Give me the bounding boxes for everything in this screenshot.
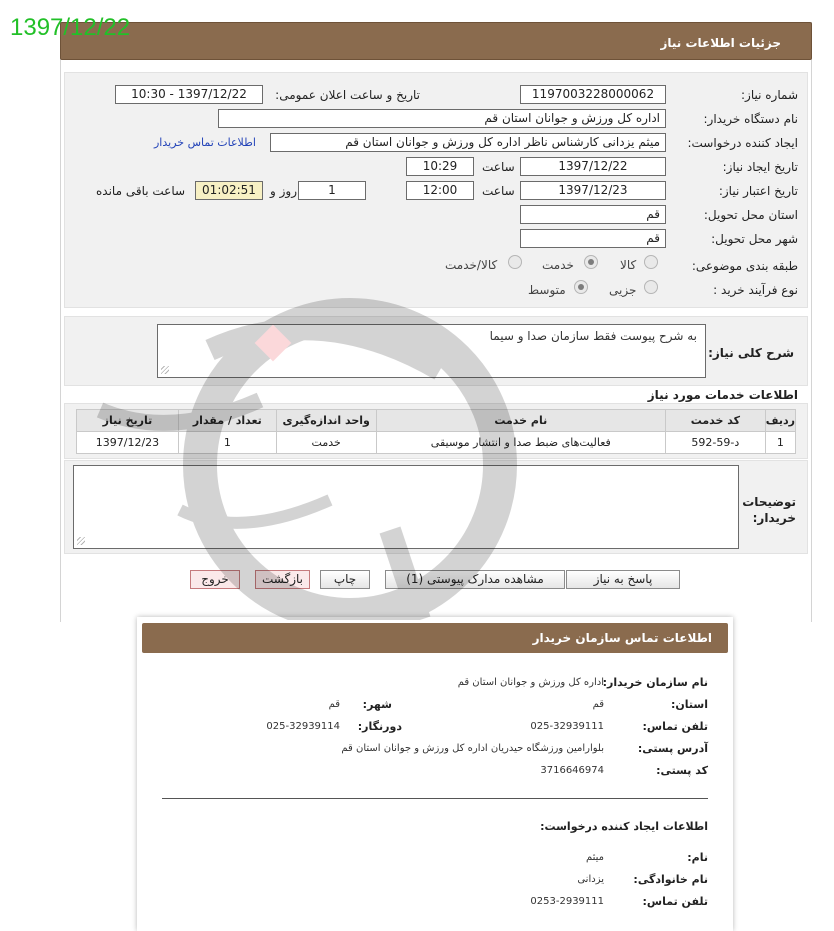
creator-name-label: نام:: [687, 851, 708, 864]
buyer-notes-label-2: خریدار:: [752, 511, 796, 525]
back-button[interactable]: بازگشت: [255, 570, 310, 589]
contact-province-value: قم: [592, 699, 604, 710]
org-label: نام سازمان خریدار:: [602, 676, 708, 689]
fax-value: 025-32939114: [266, 721, 340, 732]
cell-unit: خدمت: [276, 432, 376, 454]
postal-label: کد پستی:: [656, 764, 708, 777]
cell-row: 1: [765, 432, 795, 454]
cell-qty: 1: [178, 432, 276, 454]
category-goods-service-label: کالا/خدمت: [445, 258, 498, 272]
remaining-days-label: روز و: [270, 184, 297, 198]
creator-phone-label: تلفن تماس:: [642, 895, 708, 908]
col-qty-header: تعداد / مقدار: [178, 410, 276, 432]
category-service-label: خدمت: [542, 258, 574, 272]
creator-section-title: اطلاعات ایجاد کننده درخواست:: [540, 820, 708, 833]
view-attachments-button[interactable]: مشاهده مدارک پیوستی (1): [385, 570, 565, 589]
need-number-field: 1197003228000062: [520, 85, 666, 104]
col-row-header: ردیف: [765, 410, 795, 432]
creator-family-value: یزدانی: [577, 874, 604, 885]
cell-code: د-59-592: [665, 432, 765, 454]
purchase-type-label: نوع فرآیند خرید :: [713, 283, 798, 297]
cell-name: فعالیت‌های ضبط صدا و انتشار موسیقی: [376, 432, 665, 454]
created-time-field: 10:29: [406, 157, 474, 176]
col-code-header: کد خدمت: [665, 410, 765, 432]
description-label: شرح کلی نیاز:: [708, 346, 794, 360]
col-date-header: تاریخ نیاز: [77, 410, 179, 432]
purchase-partial-label: جزیی: [609, 283, 637, 297]
phone-label: تلفن تماس:: [642, 720, 708, 733]
need-number-label: شماره نیاز:: [741, 88, 798, 102]
validity-date-label: تاریخ اعتبار نیاز:: [718, 184, 798, 198]
remaining-time-label: ساعت باقی مانده: [96, 184, 186, 198]
contact-divider: [162, 798, 708, 799]
resize-handle-icon[interactable]: [161, 366, 169, 374]
province-field: قم: [520, 205, 666, 224]
category-service-radio[interactable]: [584, 255, 598, 269]
announce-label: تاریخ و ساعت اعلان عمومی:: [275, 88, 420, 102]
services-title: اطلاعات خدمات مورد نیاز: [647, 388, 798, 402]
description-textarea[interactable]: [157, 324, 706, 378]
purchase-medium-radio[interactable]: [574, 280, 588, 294]
category-goods-service-radio[interactable]: [508, 255, 522, 269]
category-goods-label: کالا: [620, 258, 637, 272]
creator-phone-value: 0253-2939111: [530, 896, 604, 907]
phone-value: 025-32939111: [530, 721, 604, 732]
services-table: [76, 409, 796, 454]
validity-date-field: 1397/12/23: [520, 181, 666, 200]
buyer-name-field: اداره کل ورزش و جوانان استان قم: [218, 109, 666, 128]
buyer-notes-label-1: توضیحات: [742, 495, 796, 509]
postal-value: 3716646974: [540, 765, 604, 776]
contact-card-header: [142, 623, 728, 653]
created-time-label: ساعت: [482, 160, 515, 174]
validity-time-label: ساعت: [482, 184, 515, 198]
remaining-days-field: 1: [298, 181, 366, 200]
date-stamp: 1397/12/22: [10, 14, 131, 41]
contact-province-label: استان:: [671, 698, 708, 711]
purchase-medium-label: متوسط: [528, 283, 566, 297]
org-value: اداره کل ورزش و جوانان استان قم: [457, 677, 604, 688]
category-goods-radio[interactable]: [644, 255, 658, 269]
contact-city-value: قم: [328, 699, 340, 710]
col-unit-header: واحد اندازه‌گیری: [276, 410, 376, 432]
creator-family-label: نام خانوادگی:: [633, 873, 708, 886]
buyer-name-label: نام دستگاه خریدار:: [703, 112, 798, 126]
province-label: استان محل تحویل:: [703, 208, 798, 222]
created-date-label: تاریخ ایجاد نیاز:: [722, 160, 798, 174]
buyer-notes-textarea[interactable]: [73, 465, 739, 549]
buyer-contact-link[interactable]: اطلاعات تماس خریدار: [154, 136, 256, 149]
print-button[interactable]: چاپ: [320, 570, 370, 589]
page-header: [60, 22, 812, 60]
remaining-time-field: 01:02:51: [195, 181, 263, 200]
page-title: جزئیات اطلاعات نیاز: [660, 36, 781, 50]
exit-button[interactable]: خروج: [190, 570, 240, 589]
creator-name-value: میثم: [585, 852, 604, 863]
purchase-partial-radio[interactable]: [644, 280, 658, 294]
cell-date: 1397/12/23: [77, 432, 179, 454]
fax-label: دورنگار:: [357, 720, 402, 733]
address-value: بلوارامین ورزشگاه حیدریان اداره کل ورزش و جوانان استان قم: [341, 743, 604, 754]
requester-field: میثم یزدانی کارشناس ناظر اداره کل ورزش و جوانان استان قم: [270, 133, 666, 152]
created-date-field: 1397/12/22: [520, 157, 666, 176]
contact-card-title: اطلاعات تماس سازمان خریدار: [532, 631, 712, 645]
address-label: آدرس پستی:: [637, 742, 708, 755]
col-name-header: نام خدمت: [376, 410, 665, 432]
validity-time-field: 12:00: [406, 181, 474, 200]
requester-label: ایجاد کننده درخواست:: [687, 136, 798, 150]
city-label: شهر محل تحویل:: [711, 232, 798, 246]
reply-button[interactable]: پاسخ به نیاز: [566, 570, 680, 589]
city-field: قم: [520, 229, 666, 248]
description-text: به شرح پیوست فقط سازمان صدا و سیما: [489, 329, 697, 343]
services-header-row: [77, 410, 796, 432]
resize-handle-icon[interactable]: [77, 537, 85, 545]
contact-city-label: شهر:: [362, 698, 392, 711]
table-row: [77, 432, 796, 454]
category-label: طبقه بندی موضوعی:: [691, 259, 798, 273]
announce-field: 1397/12/22 - 10:30: [115, 85, 263, 104]
